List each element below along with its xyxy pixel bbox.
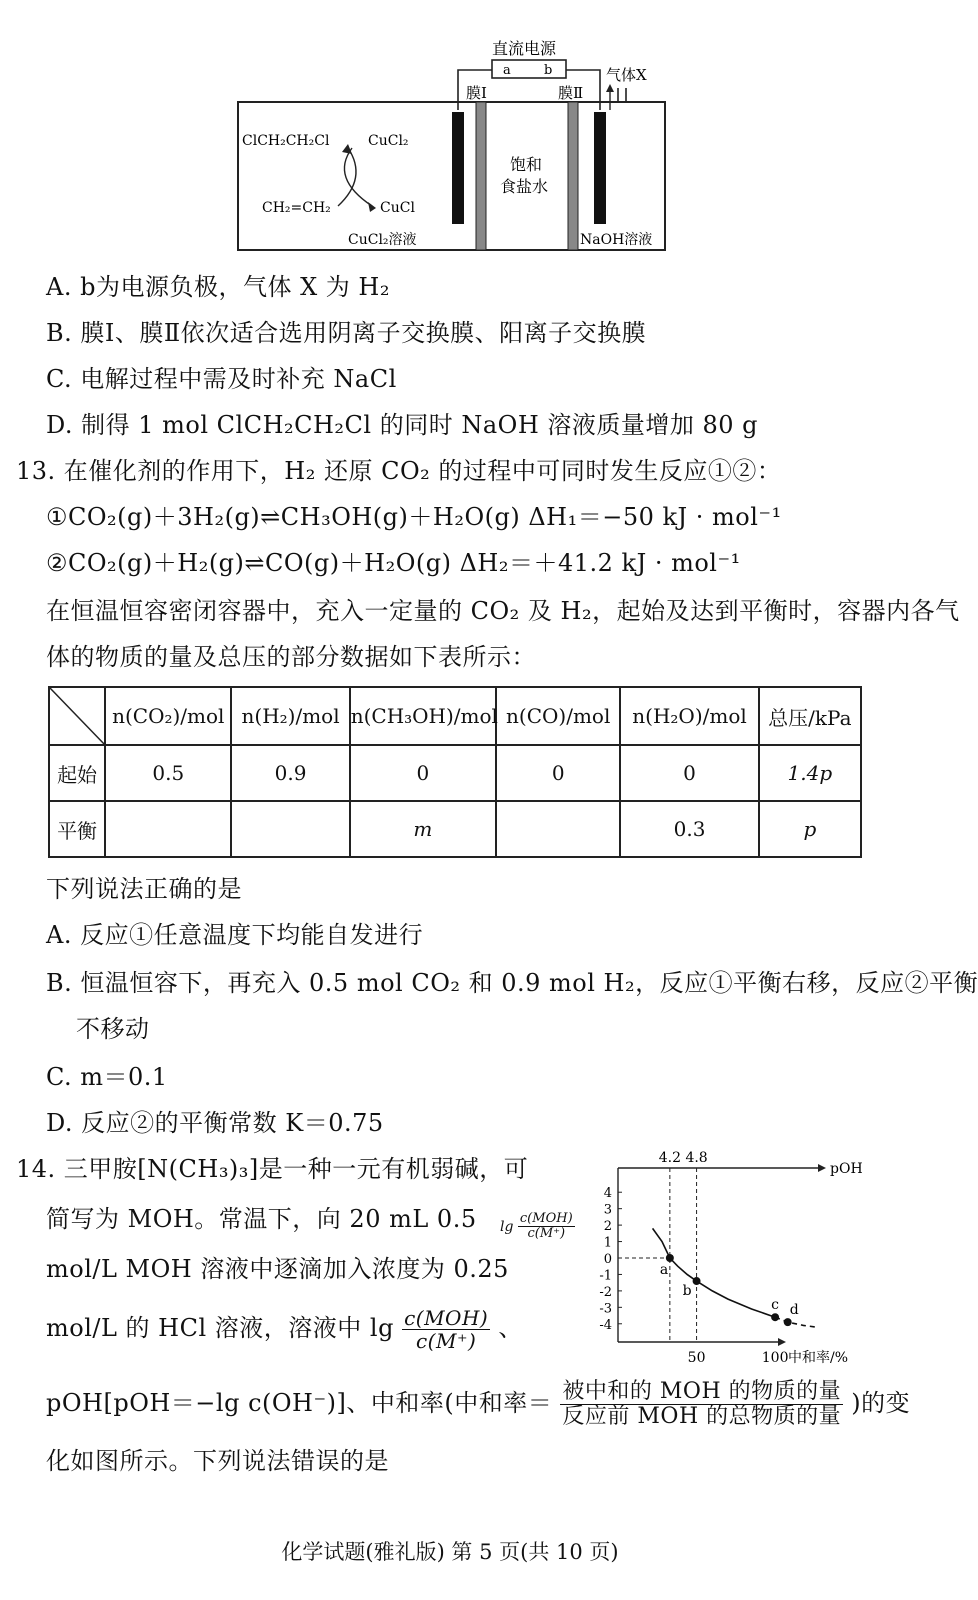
fraction-numerator: c(MOH) bbox=[404, 1306, 489, 1330]
ylabel-denominator: c(M⁺) bbox=[527, 1226, 566, 1242]
ylabel-numerator: c(MOH) bbox=[519, 1211, 573, 1226]
point-a bbox=[666, 1254, 674, 1262]
species-cucl: CuCl bbox=[380, 200, 415, 216]
y-tick-label: 3 bbox=[603, 1202, 612, 1218]
y-tick-label: -1 bbox=[599, 1268, 612, 1284]
membrane-2 bbox=[568, 102, 578, 250]
y-tick-label: -4 bbox=[599, 1317, 612, 1333]
terminal-b-label: b bbox=[544, 63, 553, 78]
point-c bbox=[771, 1313, 779, 1321]
q12-option-a: A. b为电源负极，气体 X 为 H₂ bbox=[46, 273, 390, 301]
y-tick-label: -2 bbox=[599, 1284, 612, 1300]
electrolysis-diagram bbox=[230, 30, 670, 255]
table-cell: p bbox=[759, 801, 861, 857]
y-tick-label: 4 bbox=[603, 1186, 612, 1202]
y-tick-label: 1 bbox=[603, 1235, 612, 1251]
ylabel-fraction bbox=[518, 1212, 575, 1242]
y-tick-label: -3 bbox=[599, 1301, 612, 1317]
membrane-1-label: 膜Ⅰ bbox=[466, 84, 487, 102]
q14-line-1: 14. 三甲胺[N(CH₃)₃]是一种一元有机弱碱，可 bbox=[16, 1155, 529, 1183]
page-footer: 化学试题(雅礼版) 第 5 页(共 10 页) bbox=[281, 1540, 619, 1564]
table-header: n(CO)/mol bbox=[496, 687, 620, 745]
point-b bbox=[693, 1277, 701, 1285]
point-label-a: a bbox=[659, 1262, 669, 1278]
species-dichloroethane: ClCH₂CH₂Cl bbox=[242, 133, 330, 149]
table-cell bbox=[231, 801, 349, 857]
fraction-denominator: c(M⁺) bbox=[415, 1329, 477, 1353]
table-cell: 1.4p bbox=[759, 745, 861, 801]
data-table bbox=[48, 686, 862, 858]
table-header: n(CH₃OH)/mol bbox=[350, 687, 496, 745]
x-axis-arrow bbox=[778, 1338, 786, 1346]
table-header: n(H₂O)/mol bbox=[620, 687, 758, 745]
q14-line-6: 化如图所示。下列说法错误的是 bbox=[46, 1447, 389, 1475]
x-tick-label: 50 bbox=[687, 1350, 706, 1366]
q13-context-2: 体的物质的量及总压的部分数据如下表所示： bbox=[46, 643, 536, 671]
q13-stem: 13. 在催化剂的作用下，H₂ 还原 CO₂ 的过程中可同时发生反应①②： bbox=[16, 457, 782, 485]
table-corner-cell bbox=[49, 687, 105, 745]
point-d bbox=[784, 1318, 792, 1326]
table-row bbox=[49, 745, 861, 801]
table-cell bbox=[105, 801, 231, 857]
q13-option-b-line1: B. 恒温恒容下，再充入 0.5 mol CO₂ 和 0.9 mol H₂，反应①平衡右移，反应②平衡 bbox=[46, 969, 978, 997]
q14-line-4-post: 、 bbox=[498, 1314, 523, 1342]
q14-line-5 bbox=[46, 1368, 910, 1438]
table-cell: 0 bbox=[350, 745, 496, 801]
curve-solid bbox=[653, 1228, 776, 1317]
table-header: n(H₂)/mol bbox=[231, 687, 349, 745]
poh-axis-label: pOH bbox=[830, 1161, 863, 1177]
table-cell: 0.3 bbox=[620, 801, 758, 857]
q13-option-b-line2: 不移动 bbox=[76, 1015, 150, 1043]
left-electrode bbox=[452, 112, 464, 224]
table-cell: 0.5 bbox=[105, 745, 231, 801]
table-cell: m bbox=[350, 801, 496, 857]
chart-ylabel bbox=[500, 1212, 575, 1242]
q14-line-2: 简写为 MOH。常温下，向 20 mL 0.5 bbox=[46, 1205, 477, 1233]
species-cucl2: CuCl₂ bbox=[368, 133, 409, 149]
cycle-arrow-2 bbox=[344, 148, 372, 206]
table-cell: 0 bbox=[496, 745, 620, 801]
terminal-a-label: a bbox=[503, 63, 511, 78]
y-tick-label: 0 bbox=[603, 1252, 612, 1267]
left-solution-label: CuCl₂溶液 bbox=[348, 232, 417, 248]
point-label-d: d bbox=[789, 1302, 799, 1319]
q13-prompt: 下列说法正确的是 bbox=[46, 875, 242, 903]
species-ethene: CH₂=CH₂ bbox=[262, 200, 331, 216]
poh-tick-label: 4.8 bbox=[685, 1150, 708, 1166]
table-cell: 0.9 bbox=[231, 745, 349, 801]
y-tick-label: 2 bbox=[603, 1219, 612, 1235]
table-cell: 0 bbox=[620, 745, 758, 801]
q13-option-a: A. 反应①任意温度下均能自发进行 bbox=[46, 921, 424, 949]
x-tick-label: 100 bbox=[761, 1350, 789, 1366]
fraction-numerator: 被中和的 MOH 的物质的量 bbox=[562, 1378, 842, 1404]
poh-axis-arrow bbox=[818, 1164, 826, 1172]
fraction-denominator: 反应前 MOH 的总物质的量 bbox=[562, 1404, 842, 1429]
table-cell: 平衡 bbox=[49, 801, 105, 857]
q12-option-b: B. 膜Ⅰ、膜Ⅱ依次适合选用阴离子交换膜、阳离子交换膜 bbox=[46, 319, 647, 347]
q14-line-4 bbox=[46, 1298, 523, 1358]
power-label: 直流电源 bbox=[492, 39, 557, 58]
poh-tick-label: 4.2 bbox=[658, 1150, 681, 1166]
q14-line-3: mol/L MOH 溶液中逐滴加入浓度为 0.25 bbox=[46, 1255, 509, 1283]
point-label-b: b bbox=[682, 1283, 692, 1300]
q14-line-4-pre: mol/L 的 HCl 溶液，溶液中 lg bbox=[46, 1314, 394, 1342]
q13-reaction-2: ②CO₂(g)＋H₂(g)⇌CO(g)＋H₂O(g) ΔH₂＝＋41.2 kJ · mol⁻¹ bbox=[46, 549, 741, 577]
table-header: 总压/kPa bbox=[759, 687, 861, 745]
q14-lg-fraction bbox=[402, 1307, 490, 1352]
x-axis-label: 中和率/% bbox=[788, 1350, 849, 1366]
q13-option-d: D. 反应②的平衡常数 K＝0.75 bbox=[46, 1109, 384, 1137]
right-solution-label: NaOH溶液 bbox=[580, 232, 653, 248]
table-header: n(CO₂)/mol bbox=[105, 687, 231, 745]
q12-option-d: D. 制得 1 mol ClCH₂CH₂Cl 的同时 NaOH 溶液质量增加 80 g bbox=[46, 411, 759, 439]
table-row bbox=[49, 801, 861, 857]
neutralization-rate-fraction bbox=[560, 1380, 843, 1429]
ylabel-prefix: lg bbox=[500, 1218, 514, 1235]
q14-line-5-post: )的变 bbox=[851, 1389, 911, 1417]
q13-reaction-1: ①CO₂(g)＋3H₂(g)⇌CH₃OH(g)＋H₂O(g) ΔH₁＝−50 kJ · mol⁻¹ bbox=[46, 503, 782, 531]
table-cell bbox=[496, 801, 620, 857]
right-electrode bbox=[594, 112, 606, 224]
membrane-1 bbox=[476, 102, 486, 250]
point-label-c: c bbox=[771, 1297, 779, 1314]
q13-option-c: C. m＝0.1 bbox=[46, 1063, 168, 1091]
membrane-2-label: 膜Ⅱ bbox=[558, 84, 584, 102]
table-cell: 起始 bbox=[49, 745, 105, 801]
curve-dashed bbox=[775, 1317, 816, 1327]
middle-solution-line1: 饱和 bbox=[510, 155, 543, 174]
neutralization-chart bbox=[580, 1150, 880, 1370]
q12-option-c: C. 电解过程中需及时补充 NaCl bbox=[46, 365, 397, 393]
q13-context-1: 在恒温恒容密闭容器中，充入一定量的 CO₂ 及 H₂，起始及达到平衡时，容器内各气 bbox=[46, 597, 960, 625]
gas-x-label: 气体X bbox=[606, 66, 647, 84]
q14-line-5-pre: pOH[pOH＝−lg c(OH⁻)]、中和率(中和率＝ bbox=[46, 1389, 553, 1417]
table-header-row bbox=[49, 687, 861, 745]
middle-solution-line2: 食盐水 bbox=[500, 177, 549, 196]
